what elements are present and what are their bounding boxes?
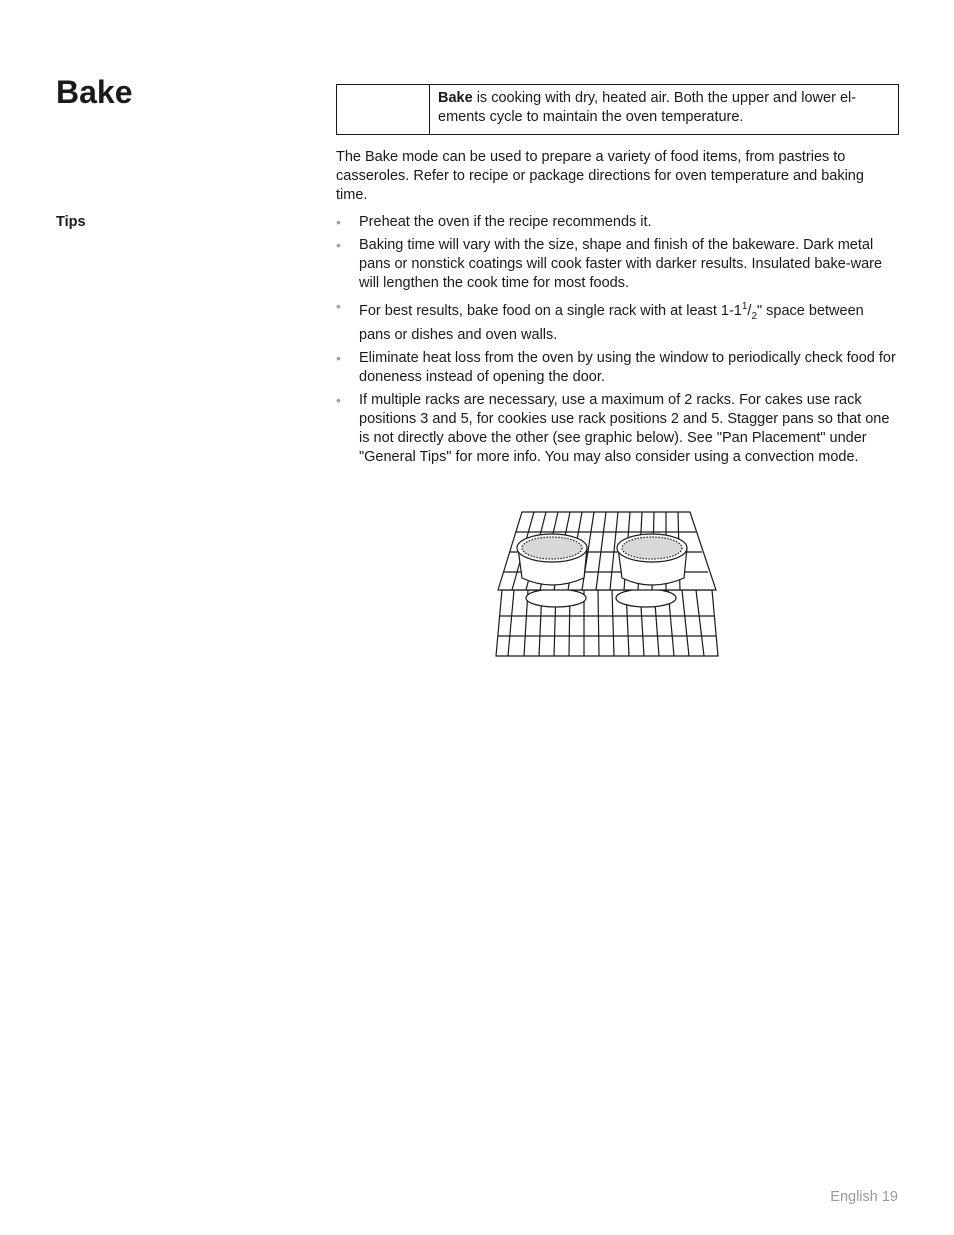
cake-pan-right [617,534,687,585]
fraction-denominator: 2 [751,310,757,322]
bullet-icon: • [336,214,341,230]
oven-racks-illustration [494,508,720,660]
mode-icon-cell [337,85,430,134]
definition-box [336,84,899,135]
tip-text: Baking time will vary with the size, shape and finish of the bakeware. Dark metal pans or nonstick coatings will cook faster with darker results. Insulated bake-ware will lengthen the cook time for most foods. [359,237,883,291]
fraction-numerator: 1 [741,301,748,312]
tip-text [359,303,864,343]
tip-item [336,213,898,232]
bullet-icon: • [336,349,341,366]
definition-term: Bake [438,90,473,106]
page-title: Bake [56,74,133,110]
tip-text-before: For best results, bake food on a single rack with at least 1-1 [359,302,742,319]
tips-list [336,213,898,471]
tip-item [336,297,898,345]
cake-pan-left [517,534,587,585]
tip-item [336,349,898,387]
tip-item [336,391,898,467]
tip-text-after: " space between pans or dishes and oven walls. [359,302,864,343]
intro-paragraph: The Bake mode can be used to prepare a variety of food items, from pastries to casseroles. Refer to recipe or package directions for oven temperature and baking time. [336,149,864,203]
tip-text: Eliminate heat loss from the oven by using the window to periodically check food for doneness instead of opening the door. [359,349,896,385]
tip-item [336,236,898,293]
bullet-icon: • [336,391,341,408]
bullet-icon: • [336,237,341,253]
tip-text: Preheat the oven if the recipe recommends it. [359,214,652,230]
fraction-slash: / [747,302,752,319]
definition-body: is cooking with dry, heated air. Both the upper and lower el-ements cycle to maintain the oven temperature. [438,90,857,125]
page-footer: English 19 [830,1189,898,1205]
definition-text [430,85,898,134]
tip-text: If multiple racks are necessary, use a maximum of 2 racks. For cakes use rack positions 3 and 5, for cookies use rack positions 2 and 5. Stagger pans so that one is not directly above the other (see graphic below). See "Pan Placement" under "General Tips" for more info. You may also consider using a convection mode. [359,391,890,465]
bullet-icon: • [336,298,341,314]
tips-label: Tips [56,214,86,230]
